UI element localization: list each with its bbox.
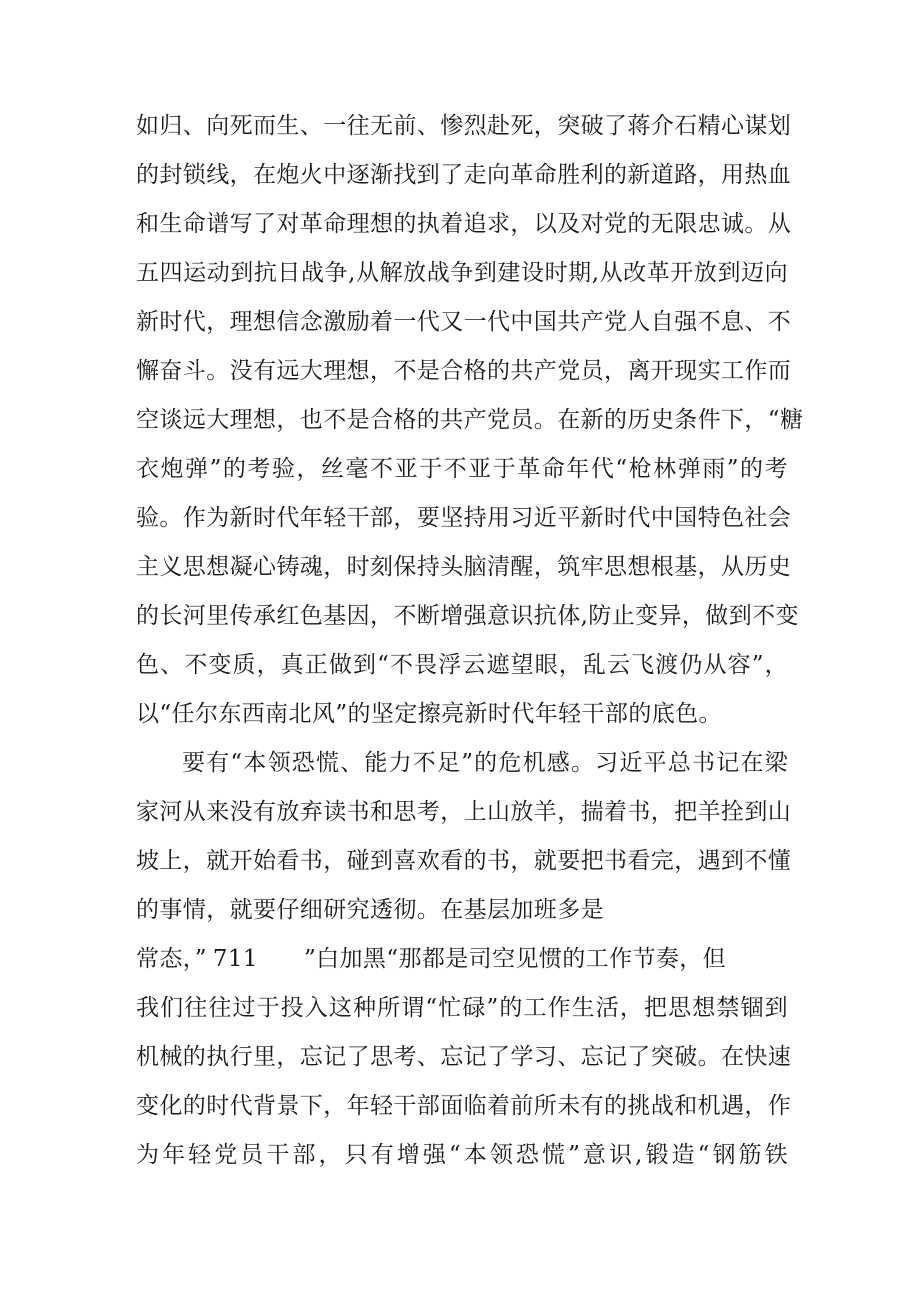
paragraph-line: 和生命谱写了对革命理想的执着追求，以及对党的无限忠诚。从	[136, 211, 792, 237]
paragraph-line: 坡上，就开始看书，碰到喜欢看的书，就要把书看完，遇到不懂	[136, 848, 792, 874]
paragraph-line: 变化的时代背景下，年轻干部面临着前所未有的挑战和机遇，作	[136, 1093, 792, 1119]
line-segment: ”白加黑“那都是司空见惯的工作节奏，但	[303, 946, 727, 972]
paragraph-line: 机械的执行里，忘记了思考、忘记了学习、忘记了突破。在快速	[136, 1044, 792, 1070]
paragraph-line: 新时代，理想信念激励着一代又一代中国共产党人自强不息、不	[136, 309, 792, 335]
line-segment: 常态，”	[136, 946, 207, 972]
paragraph-line: 的长河里传承红色基因，不断增强意识抗体,防止变异，做到不变	[136, 603, 799, 629]
paragraph-line: 懈奋斗。没有远大理想，不是合格的共产党员，离开现实工作而	[136, 358, 792, 384]
paragraph-line: 衣炮弹”的考验，丝毫不亚于不亚于革命年代“枪林弹雨”的考	[136, 456, 788, 482]
paragraph-line: 家河从来没有放弃读书和思考，上山放羊，揣着书，把羊拴到山	[136, 799, 792, 825]
paragraph-line: 要有“本领恐慌、能力不足”的危机感。习近平总书记在梁	[182, 750, 788, 776]
paragraph-line: 我们往往过于投入这种所谓“忙碌”的工作生活，把思想禁锢到	[136, 995, 788, 1021]
paragraph-line: 的封锁线，在炮火中逐渐找到了走向革命胜利的新道路，用热血	[136, 162, 792, 188]
paragraph-line: 主义思想凝心铸魂，时刻保持头脑清醒，筑牢思想根基，从历史	[136, 554, 792, 580]
paragraph-line: 的事情，就要仔细研究透彻。在基层加班多是	[136, 897, 604, 923]
paragraph-line: 以“任尔东西南北风”的坚定擦亮新时代年轻干部的底色。	[136, 701, 722, 727]
line-segment: 711	[212, 946, 258, 972]
paragraph-line: 验。作为新时代年轻干部，要坚持用习近平新时代中国特色社会	[136, 505, 792, 531]
paragraph-line: 空谈远大理想，也不是合格的共产党员。在新的历史条件下，“糖	[136, 407, 804, 433]
paragraph-line-broken	[136, 939, 788, 979]
paragraph-line: 为年轻党员干部，只有增强“本领恐慌”意识,锻造“钢筋铁	[136, 1142, 788, 1168]
paragraph-line: 色、不变质，真正做到“不畏浮云遮望眼，乱云飞渡仍从容”，	[136, 652, 788, 678]
paragraph-line: 如归、向死而生、一往无前、惨烈赴死，突破了蒋介石精心谋划	[136, 113, 792, 139]
paragraph-line: 五四运动到抗日战争,从解放战争到建设时期,从改革开放到迈向	[136, 260, 788, 286]
